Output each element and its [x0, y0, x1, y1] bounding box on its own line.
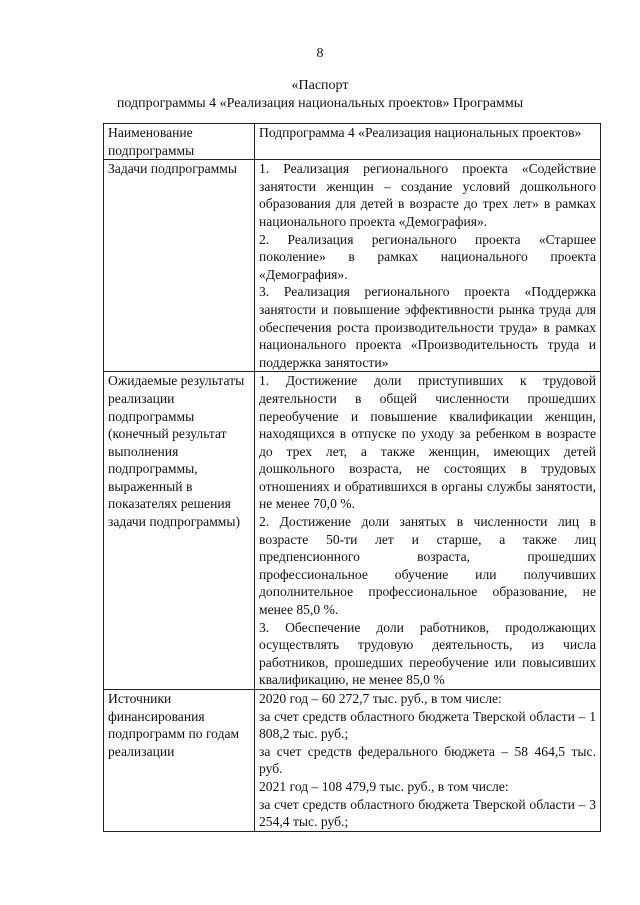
- row-value: [255, 690, 601, 832]
- table-row-results: [104, 372, 601, 690]
- row-value: [255, 160, 601, 372]
- table-row-name: [104, 124, 601, 160]
- row-value: [255, 124, 601, 160]
- paragraph: 3. Реализация регионального проекта «Поддержка занятости и повышение эффективности рынка труда для обеспечения роста производительности труда» в рамках национального проекта «Производительность труда и поддержка занятости»: [259, 284, 596, 370]
- paragraph: за счет средств федерального бюджета – 58 464,5 тыс. руб.: [259, 743, 596, 777]
- page-number: 8: [316, 46, 324, 61]
- paragraph: 1. Достижение доли приступивших к трудовой деятельности в общей численности прошедших переобучение и повышение квалификации женщин, находящихся в отпуске по уходу за ребенком в возрасте до трех лет, а также женщин, имеющих детей дошкольного возраста, не состоящих в трудовых отношениях и обратившихся в органы службы занятости, не менее 70,0 %.: [259, 373, 596, 512]
- table-row-financing: [104, 690, 601, 832]
- row-label: Задачи подпрограммы: [104, 160, 255, 372]
- document-title: [0, 77, 640, 113]
- row-label: Наименование подпрограммы: [104, 124, 255, 160]
- paragraph: 2020 год – 60 272,7 тыс. руб., в том числе:: [259, 691, 502, 706]
- paragraph: за счет средств областного бюджета Тверской области – 3 254,4 тыс. руб.;: [259, 796, 596, 830]
- paragraph: Подпрограмма 4 «Реализация национальных проектов»: [259, 125, 582, 140]
- paragraph: 2021 год – 108 479,9 тыс. руб., в том числе:: [259, 778, 509, 794]
- paragraph: за счет средств областного бюджета Тверской области – 1 808,2 тыс. руб.;: [259, 708, 596, 742]
- row-label: Источники финансирования подпрограмм по годам реализации: [104, 690, 255, 832]
- title-line-2: подпрограммы 4 «Реализация национальных проектов» Программы: [116, 96, 524, 111]
- paragraph: 3. Обеспечение доли работников, продолжающих осуществлять трудовую деятельность, из числа работников, прошедших переобучение или повысивших квалификацию, не менее 85,0 %: [259, 619, 596, 688]
- passport-table: [103, 123, 601, 832]
- paragraph: 2. Реализация регионального проекта «Старшее поколение» в рамках национального проекта «Демография».: [259, 231, 596, 282]
- row-label: Ожидаемые результаты реализации подпрограммы (конечный результат выполнения подпрограммы, выраженный в показателях решения задачи подпрограммы): [104, 372, 255, 690]
- table-row-tasks: [104, 160, 601, 372]
- row-value: [255, 372, 601, 690]
- title-line-1: «Паспорт: [291, 78, 349, 93]
- paragraph: 2. Достижение доли занятых в численности лиц в возрасте 50-ти лет и старше, а также лиц предпенсионного возраста, прошедших профессиональное обучение или получивших дополнительное профессиональное образование, не менее 85,0 %.: [259, 514, 596, 618]
- paragraph: 1. Реализация регионального проекта «Содействие занятости женщин – создание условий дошкольного образования для детей в возрасте до трех лет» в рамках национального проекта «Демография».: [259, 161, 596, 229]
